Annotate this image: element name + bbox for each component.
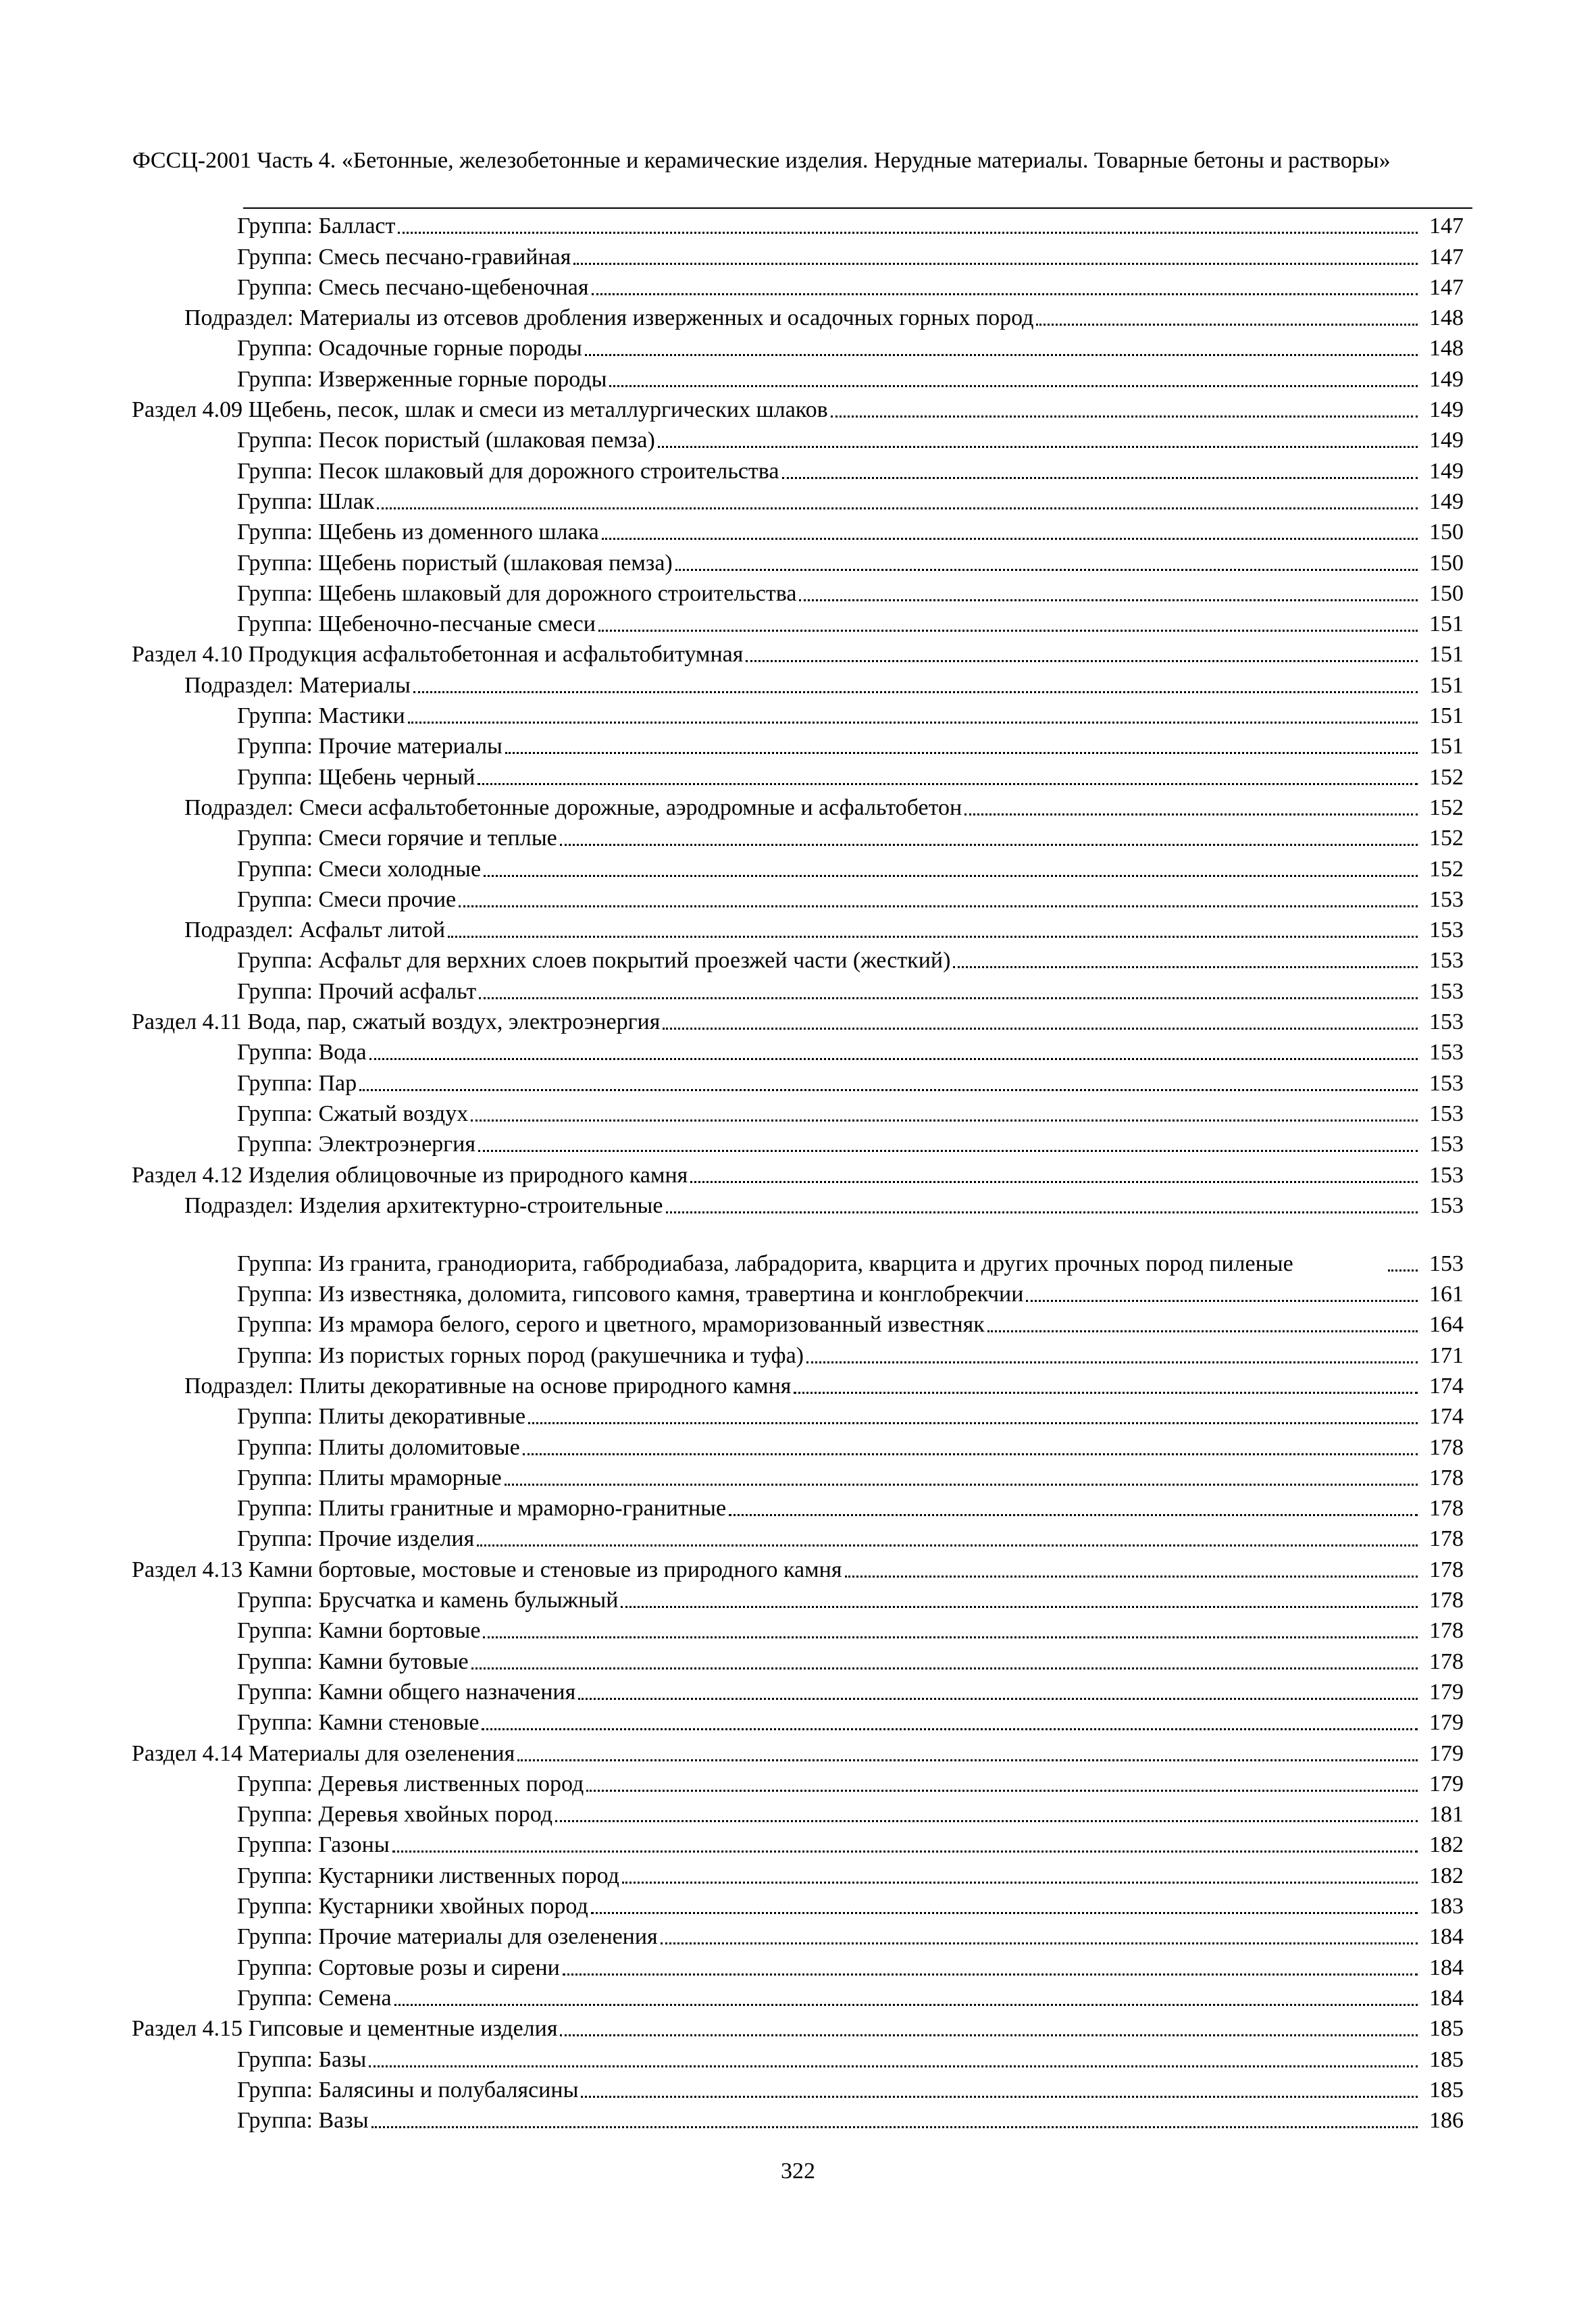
toc-entry-title: Группа: Щебень из доменного шлака — [237, 520, 599, 545]
toc-entry — [0, 793, 1596, 823]
toc-entry-title: Группа: Деревья лиственных пород — [237, 1771, 584, 1796]
toc-entry-title: Группа: Изверженные горные породы — [237, 366, 607, 392]
dot-leader — [483, 1636, 1418, 1638]
toc-entry — [0, 1493, 1596, 1524]
toc-entry-page: 149 — [1429, 488, 1464, 514]
toc-entry-title: Подраздел: Материалы из отсевов дробления изверженных и осадочных горных пород — [184, 305, 1034, 331]
dot-leader — [371, 2126, 1418, 2128]
toc-entry-page: 183 — [1429, 1894, 1464, 1919]
toc-entry-page: 174 — [1429, 1373, 1464, 1399]
toc-entry-page: 179 — [1429, 1679, 1464, 1705]
toc-entry-page: 150 — [1429, 580, 1464, 606]
toc-entry — [0, 1677, 1596, 1707]
dot-leader — [621, 1606, 1418, 1608]
toc-entry-page: 151 — [1429, 703, 1464, 729]
dot-leader — [1026, 1300, 1418, 1302]
toc-entry — [0, 1554, 1596, 1584]
header-rule — [243, 207, 1472, 209]
toc-entry-page: 185 — [1429, 2077, 1464, 2103]
toc-entry — [0, 1799, 1596, 1830]
toc-entry — [0, 2105, 1596, 2136]
toc-entry-title: Группа: Деревья хвойных пород — [237, 1802, 553, 1828]
toc-entry-title: Группа: Из гранита, гранодиорита, габбродиабаза, лабрадорита, кварцита и других прочных пород пиленые — [237, 1251, 1293, 1276]
toc-entry-page: 182 — [1429, 1863, 1464, 1888]
toc-entry-title: Группа: Камни стеновые — [237, 1710, 480, 1736]
dot-leader — [675, 569, 1418, 571]
toc-entry-title: Группа: Вазы — [237, 2108, 369, 2134]
toc-entry-title: Группа: Балласт — [237, 213, 396, 239]
toc-entry — [0, 1279, 1596, 1309]
toc-entry-page: 179 — [1429, 1771, 1464, 1796]
toc-entry-page: 149 — [1429, 428, 1464, 453]
dot-leader — [609, 385, 1418, 387]
toc-entry-page: 178 — [1429, 1618, 1464, 1644]
toc-entry — [0, 1037, 1596, 1067]
toc-entry-page: 152 — [1429, 826, 1464, 851]
dot-leader — [471, 1120, 1418, 1122]
toc-entry-title: Раздел 4.11 Вода, пар, сжатый воздух, электроэнергия — [132, 1009, 661, 1035]
dot-leader — [377, 507, 1418, 509]
toc-entry — [0, 425, 1596, 455]
toc-entry — [0, 915, 1596, 945]
toc-entry-title: Группа: Сортовые розы и сирени — [237, 1955, 560, 1980]
toc-entry-title: Группа: Плиты декоративные — [237, 1404, 526, 1430]
toc-entry-page: 151 — [1429, 642, 1464, 668]
toc-entry-page: 149 — [1429, 458, 1464, 484]
toc-entry-page: 164 — [1429, 1312, 1464, 1338]
dot-leader — [478, 783, 1418, 785]
toc-entry — [0, 609, 1596, 639]
toc-entry-title: Группа: Смесь песчано-щебеночная — [237, 274, 589, 300]
toc-entry-page: 186 — [1429, 2108, 1464, 2134]
toc-entry-page: 151 — [1429, 611, 1464, 637]
toc-entry-page: 153 — [1429, 1132, 1464, 1157]
toc-entry-title: Группа: Пар — [237, 1070, 357, 1096]
toc-entry-title: Группа: Плиты доломитовые — [237, 1434, 520, 1460]
toc-entry — [0, 1983, 1596, 2013]
toc-entry — [0, 670, 1596, 700]
dot-leader — [1388, 1269, 1418, 1272]
toc-entry-title: Группа: Кустарники лиственных пород — [237, 1863, 619, 1888]
toc-entry-page: 178 — [1429, 1649, 1464, 1674]
toc-entry — [0, 1067, 1596, 1098]
toc-entry-title: Группа: Песок шлаковый для дорожного строительства — [237, 458, 779, 484]
dot-leader — [663, 1028, 1418, 1030]
dot-leader — [658, 446, 1418, 448]
toc-entry-page: 153 — [1429, 1009, 1464, 1035]
toc-entry — [0, 363, 1596, 394]
toc-entry — [0, 853, 1596, 884]
toc-entry — [0, 2075, 1596, 2105]
dot-leader — [586, 1790, 1418, 1792]
toc-entry — [0, 578, 1596, 609]
dot-leader — [987, 1330, 1418, 1332]
toc-entry — [0, 241, 1596, 272]
dot-leader — [528, 1422, 1418, 1424]
dot-leader — [602, 538, 1418, 540]
toc-entry-page: 179 — [1429, 1710, 1464, 1736]
toc-entry — [0, 1463, 1596, 1493]
toc-entry-title: Подраздел: Смеси асфальтобетонные дорожные, аэродромные и асфальтобетон — [184, 795, 962, 820]
toc-entry — [0, 1769, 1596, 1799]
dot-leader — [484, 875, 1418, 877]
toc-entry — [0, 1585, 1596, 1615]
dot-leader — [845, 1576, 1418, 1578]
toc-entry — [0, 1099, 1596, 1129]
toc-entry — [0, 884, 1596, 915]
toc-entry — [0, 1952, 1596, 1982]
toc-entry-title: Группа: Осадочные горные породы — [237, 336, 582, 361]
dot-leader — [581, 2096, 1418, 2098]
toc-entry — [0, 1159, 1596, 1190]
toc-entry — [0, 1371, 1596, 1401]
toc-entry-title: Группа: Камни бортовые — [237, 1618, 481, 1644]
toc-entry — [0, 455, 1596, 486]
dot-leader — [482, 1728, 1418, 1730]
toc-entry — [0, 1432, 1596, 1462]
toc-entry-title: Группа: Щебень шлаковый для дорожного строительства — [237, 580, 797, 606]
toc-entry-page: 151 — [1429, 672, 1464, 698]
toc-entry-page: 147 — [1429, 213, 1464, 239]
toc-entry-title: Группа: Щебень черный — [237, 764, 475, 790]
toc-entry — [0, 945, 1596, 976]
dot-leader — [622, 1882, 1418, 1884]
toc-entry — [0, 731, 1596, 761]
toc-entry — [0, 1860, 1596, 1890]
dot-leader — [479, 997, 1418, 999]
toc-entry-page: 178 — [1429, 1526, 1464, 1552]
toc-entry-title: Группа: Сжатый воздух — [237, 1101, 469, 1126]
toc-entry-page: 161 — [1429, 1282, 1464, 1307]
toc-entry-page: 150 — [1429, 550, 1464, 576]
toc-entry-page: 153 — [1429, 917, 1464, 943]
toc-entry — [0, 1007, 1596, 1037]
toc-entry-page: 153 — [1429, 886, 1464, 912]
toc-entry — [0, 333, 1596, 363]
dot-leader — [806, 1361, 1418, 1363]
toc-entry-title: Подраздел: Материалы — [184, 672, 411, 698]
toc-entry — [0, 1891, 1596, 1921]
dot-leader — [591, 1912, 1418, 1914]
dot-leader — [555, 1820, 1418, 1822]
toc-entry-title: Группа: Брусчатка и камень булыжный — [237, 1588, 619, 1613]
dot-leader — [560, 844, 1418, 846]
dot-leader — [369, 1058, 1418, 1060]
toc-entry-title: Группа: Камни бутовые — [237, 1649, 469, 1674]
toc-entry-title: Группа: Мастики — [237, 703, 405, 729]
toc-entry-title: Раздел 4.10 Продукция асфальтобетонная и асфальтобитумная — [132, 642, 744, 668]
toc-entry-title: Группа: Шлак — [237, 488, 375, 514]
toc-entry-title: Группа: Смесь песчано-гравийная — [237, 244, 571, 270]
toc-entry — [0, 1401, 1596, 1432]
dot-leader — [359, 1089, 1418, 1091]
toc-entry-page: 153 — [1429, 1162, 1464, 1188]
toc-entry — [0, 303, 1596, 333]
toc-entry-title: Группа: Асфальт для верхних слоев покрытий проезжей части (жесткий) — [237, 948, 951, 974]
toc-entry-title: Группа: Плиты мраморные — [237, 1465, 502, 1490]
toc-entry-title: Группа: Балясины и полубалясины — [237, 2077, 579, 2103]
dot-leader — [471, 1667, 1418, 1669]
dot-leader — [690, 1181, 1418, 1183]
toc-entry — [0, 1646, 1596, 1676]
dot-leader — [578, 1698, 1418, 1700]
dot-leader — [517, 1759, 1418, 1761]
toc-entry-page: 178 — [1429, 1496, 1464, 1521]
toc-entry — [0, 547, 1596, 578]
dot-leader — [560, 2034, 1418, 2036]
dot-leader — [794, 1392, 1418, 1394]
toc-entry-title: Группа: Семена — [237, 1985, 392, 2011]
toc-entry-page: 185 — [1429, 2046, 1464, 2072]
dot-leader — [563, 1973, 1418, 1976]
toc-entry-page: 152 — [1429, 795, 1464, 820]
toc-entry-page: 184 — [1429, 1924, 1464, 1950]
toc-entry — [0, 1190, 1596, 1221]
toc-entry — [0, 1129, 1596, 1159]
toc-entry — [0, 1309, 1596, 1340]
toc-entry — [0, 639, 1596, 670]
toc-entry — [0, 211, 1596, 241]
toc-entry — [0, 395, 1596, 425]
toc-entry — [0, 1221, 1596, 1279]
toc-entry-title: Группа: Электроэнергия — [237, 1132, 475, 1157]
toc-entry-title: Группа: Прочие материалы — [237, 734, 503, 759]
running-header: ФССЦ-2001 Часть 4. «Бетонные, железобетонные и керамические изделия. Нерудные материалы. Товарные бетоны и растворы» — [132, 148, 1391, 173]
toc-entry-page: 153 — [1429, 978, 1464, 1004]
dot-leader — [523, 1453, 1418, 1455]
toc-entry-title: Группа: Щебень пористый (шлаковая пемза) — [237, 550, 673, 576]
toc-entry-page: 152 — [1429, 764, 1464, 790]
toc-entry-title: Группа: Прочие материалы для озеленения — [237, 1924, 658, 1950]
toc-entry-page: 152 — [1429, 856, 1464, 882]
toc-entry — [0, 1707, 1596, 1738]
toc-entry-page: 185 — [1429, 2016, 1464, 2042]
toc-entry-title: Подраздел: Плиты декоративные на основе природного камня — [184, 1373, 792, 1399]
dot-leader — [831, 416, 1418, 418]
toc-entry-page: 153 — [1429, 1101, 1464, 1126]
dot-leader — [448, 936, 1418, 938]
dot-leader — [585, 354, 1418, 356]
toc-entry-page: 147 — [1429, 274, 1464, 300]
toc-entry-title: Раздел 4.15 Гипсовые и цементные изделия — [132, 2016, 558, 2042]
toc-entry — [0, 1524, 1596, 1554]
dot-leader — [459, 905, 1418, 907]
toc-entry-title: Группа: Песок пористый (шлаковая пемза) — [237, 428, 655, 453]
toc-entry-page: 150 — [1429, 520, 1464, 545]
toc-entry-page: 153 — [1429, 1192, 1464, 1218]
dot-leader — [799, 599, 1418, 601]
dot-leader — [729, 1514, 1418, 1516]
dot-leader — [953, 966, 1418, 968]
dot-leader — [505, 752, 1418, 754]
toc-entry-page: 148 — [1429, 336, 1464, 361]
toc-entry-title: Группа: Газоны — [237, 1832, 390, 1858]
toc-entry — [0, 976, 1596, 1006]
toc-entry-page: 178 — [1429, 1557, 1464, 1582]
dot-leader — [477, 1544, 1418, 1546]
toc-entry-page: 178 — [1429, 1465, 1464, 1490]
toc-entry-title: Группа: Камни общего назначения — [237, 1679, 576, 1705]
toc-entry-title: Раздел 4.12 Изделия облицовочные из природного камня — [132, 1162, 688, 1188]
toc-entry-page: 178 — [1429, 1434, 1464, 1460]
toc-entry — [0, 1340, 1596, 1370]
dot-leader — [666, 1211, 1418, 1213]
toc-entry-page: 171 — [1429, 1342, 1464, 1368]
toc-entry-title: Группа: Щебеночно-песчаные смеси — [237, 611, 596, 637]
dot-leader — [592, 293, 1418, 295]
toc-entry-title: Группа: Из пористых горных пород (ракушечника и туфа) — [237, 1342, 804, 1368]
toc-entry — [0, 2013, 1596, 2044]
page-number: 322 — [781, 2159, 815, 2184]
toc-entry — [0, 272, 1596, 303]
toc-entry-title: Раздел 4.13 Камни бортовые, мостовые и стеновые из природного камня — [132, 1557, 842, 1582]
dot-leader — [746, 660, 1418, 662]
toc-entry-page: 149 — [1429, 397, 1464, 423]
toc-entry-page: 182 — [1429, 1832, 1464, 1858]
toc-entry-title: Группа: Прочий асфальт — [237, 978, 477, 1004]
toc-entry-page: 147 — [1429, 244, 1464, 270]
toc-entry — [0, 517, 1596, 547]
dot-leader — [394, 2004, 1418, 2006]
toc-entry-page: 184 — [1429, 1955, 1464, 1980]
toc-entry-title: Подраздел: Асфальт литой — [184, 917, 446, 943]
toc-entry-page: 148 — [1429, 305, 1464, 331]
toc-entry-page: 179 — [1429, 1740, 1464, 1766]
toc-entry-title: Группа: Вода — [237, 1040, 367, 1065]
toc-entry-page: 174 — [1429, 1404, 1464, 1430]
toc-entry — [0, 486, 1596, 517]
toc-entry-page: 178 — [1429, 1588, 1464, 1613]
toc-entry-title: Группа: Смеси холодные — [237, 856, 482, 882]
toc-entry-title: Группа: Базы — [237, 2046, 367, 2072]
toc-entry — [0, 823, 1596, 853]
toc-entry-page: 153 — [1429, 948, 1464, 974]
toc-entry — [0, 1830, 1596, 1860]
dot-leader — [661, 1942, 1418, 1944]
toc-entry-page: 153 — [1429, 1251, 1464, 1276]
toc-entry-title: Группа: Плиты гранитные и мраморно-гранитные — [237, 1496, 727, 1521]
table-of-contents — [0, 211, 1596, 2136]
toc-entry-page: 184 — [1429, 1985, 1464, 2011]
dot-leader — [573, 263, 1418, 265]
dot-leader — [408, 722, 1418, 724]
dot-leader — [398, 232, 1418, 234]
toc-entry-page: 153 — [1429, 1070, 1464, 1096]
toc-entry-title: Группа: Кустарники хвойных пород — [237, 1894, 588, 1919]
toc-entry — [0, 1921, 1596, 1952]
toc-entry — [0, 1738, 1596, 1768]
toc-entry-page: 151 — [1429, 734, 1464, 759]
dot-leader — [413, 691, 1418, 693]
toc-entry — [0, 761, 1596, 792]
dot-leader — [478, 1150, 1418, 1152]
toc-entry-title: Раздел 4.09 Щебень, песок, шлак и смеси из металлургических шлаков — [132, 397, 828, 423]
dot-leader — [964, 813, 1418, 815]
toc-entry-title: Группа: Прочие изделия — [237, 1526, 475, 1552]
toc-entry — [0, 2044, 1596, 2074]
dot-leader — [1036, 324, 1418, 326]
dot-leader — [782, 477, 1418, 479]
toc-entry-title: Раздел 4.14 Материалы для озеленения — [132, 1740, 515, 1766]
dot-leader — [598, 630, 1418, 632]
toc-entry-page: 181 — [1429, 1802, 1464, 1828]
toc-entry-page: 153 — [1429, 1040, 1464, 1065]
toc-entry — [0, 1615, 1596, 1646]
toc-entry-page: 149 — [1429, 366, 1464, 392]
dot-leader — [392, 1851, 1418, 1853]
toc-entry — [0, 701, 1596, 731]
toc-entry-title: Подраздел: Изделия архитектурно-строительные — [184, 1192, 663, 1218]
dot-leader — [369, 2065, 1418, 2067]
toc-entry-title: Группа: Смеси горячие и теплые — [237, 826, 557, 851]
dot-leader — [505, 1484, 1418, 1486]
toc-entry-title: Группа: Из известняка, доломита, гипсового камня, травертина и конглобрекчии — [237, 1282, 1024, 1307]
toc-entry-title: Группа: Из мрамора белого, серого и цветного, мраморизованный известняк — [237, 1312, 985, 1338]
toc-entry-title: Группа: Смеси прочие — [237, 886, 457, 912]
